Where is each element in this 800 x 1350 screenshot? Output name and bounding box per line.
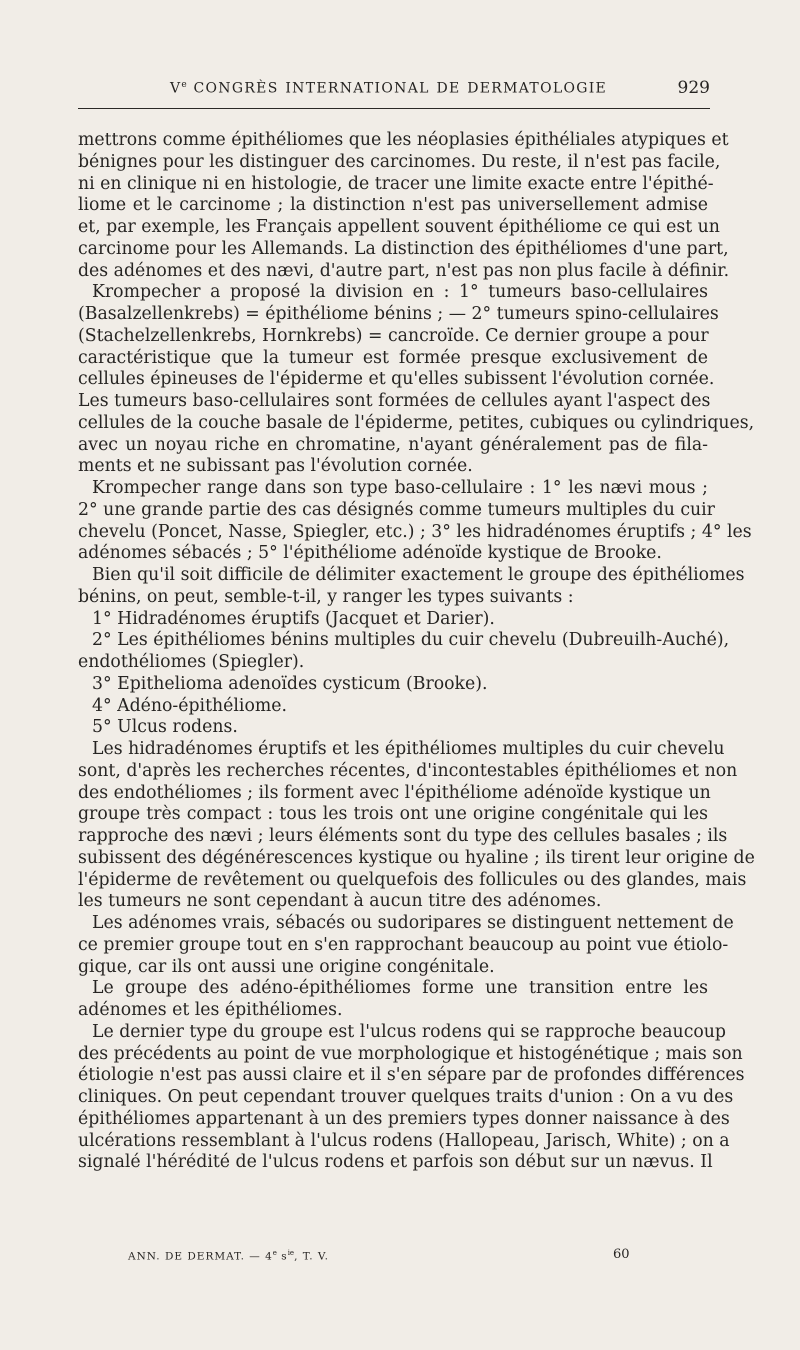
text-line: ments et ne subissant pas l'évolution cornée. [78,456,473,477]
text-line: avec un noyau riche en chromatine, n'ayant généralement pas de fila- [78,434,708,455]
list-item: 3° Epithelioma adenoïdes cysticum (Brooke). [92,673,488,694]
text-line: Krompecher range dans son type baso-cellulaire : 1° les nævi mous ; [92,478,708,498]
list-item: 2° Les épithéliomes bénins multiples du cuir chevelu (Dubreuilh-Auché), [92,630,730,651]
text-line: Le dernier type du groupe est l'ulcus rodens qui se rapproche beaucoup [92,1021,726,1042]
text-line: sont, d'après les recherches récentes, d'incontestables épithéliomes et non [78,760,738,781]
running-title-text: CONGRÈS INTERNATIONAL DE DERMATOLOGIE [193,80,608,97]
text-line: cellules de la couche basale de l'épiderme, petites, cubiques ou cylindriques, [78,412,755,433]
text-line: chevelu (Poncet, Nasse, Spiegler, etc.) ; 3° les hidradénomes éruptifs ; 4° les [78,521,752,542]
text-line: ce premier groupe tout en s'en rapprochant beaucoup au point vue étiolo- [78,934,729,955]
text-line: groupe très compact : tous les trois ont une origine congénitale qui les [78,804,708,825]
text-line: Les tumeurs baso-cellulaires sont formées de cellules ayant l'aspect des [78,391,711,411]
list-item: 5° Ulcus rodens. [92,717,238,738]
text-line: cliniques. On peut cependant trouver quelques traits d'union : On a vu des [78,1087,734,1107]
text-line: cellules épineuses de l'épiderme et qu'elles subissent l'évolution cornée. [78,369,715,390]
text-line: carcinome pour les Allemands. La distinction des épithéliomes d'une part, [78,238,729,259]
congress-ordinal-suffix: e [181,80,187,90]
text-line: gique, car ils ont aussi une origine congénitale. [78,956,495,977]
text-line: endothéliomes (Spiegler). [78,652,305,672]
text-line: (Basalzellenkrebs) = épithéliome bénins ; — 2° tumeurs spino-cellulaires [78,304,719,324]
text-line: des adénomes et des nævi, d'autre part, n'est pas non plus facile à définir. [78,260,730,281]
text-line: (Stachelzellenkrebs, Hornkrebs) = cancroïde. Ce dernier groupe a pour [78,325,709,346]
series-ordinal-suffix: e [272,1249,277,1257]
text-line: des endothéliomes ; ils forment avec l'épithéliome adénoïde kystique un [78,782,711,803]
running-title [170,80,607,97]
series-label-suffix: ie [287,1249,295,1257]
text-line: Le groupe des adéno-épithéliomes forme une transition entre les [92,978,708,999]
text-line: rapproche des nævi ; leurs éléments sont du type des cellules basales ; ils [78,826,728,846]
series-label: s [281,1250,288,1263]
text-line: mettrons comme épithéliomes que les néoplasies épithéliales atypiques et [78,130,729,150]
text-line: Les adénomes vrais, sébacés ou sudoripares se distinguent nettement de [92,913,734,933]
text-line: Bien qu'il soit difficile de délimiter exactement le groupe des épithéliomes [92,565,745,585]
text-line: liome et le carcinome ; la distinction n'est pas universellement admise [78,195,708,216]
text-line: bénins, on peut, semble-t-il, y ranger les types suivants : [78,586,574,607]
text-line: les tumeurs ne sont cependant à aucun titre des adénomes. [78,891,602,912]
text-line: bénignes pour les distinguer des carcinomes. Du reste, il n'est pas facile, [78,151,721,172]
text-line: caractéristique que la tumeur est formée presque exclusivement de [78,347,708,368]
text-line: des précédents au point de vue morphologique et histogénétique ; mais son [78,1043,743,1064]
text-line: signalé l'hérédité de l'ulcus rodens et parfois son début sur un nævus. Il [78,1152,713,1173]
text-line: Krompecher a proposé la division en : 1° tumeurs baso-cellulaires [92,282,708,303]
text-line: 2° une grande partie des cas désignés comme tumeurs multiples du cuir [78,499,715,520]
list-item: 4° Adéno-épithéliome. [92,695,287,716]
text-line: ulcérations ressemblant à l'ulcus rodens (Hallopeau, Jarisch, White) ; on a [78,1130,730,1151]
journal-citation [128,1249,329,1263]
body-text [78,130,755,1174]
text-line: subissent des dégénérescences kystique ou hyaline ; ils tirent leur origine de [78,847,755,868]
signature-number: 60 [613,1247,630,1262]
text-line: et, par exemple, les Français appellent souvent épithéliome ce qui est un [78,217,720,237]
text-line: l'épiderme de revêtement ou quelquefois des follicules ou des glandes, mais [78,869,747,890]
volume-label: , T. V. [294,1250,329,1263]
running-header [78,78,710,109]
text-line: adénomes sébacés ; 5° l'épithéliome adénoïde kystique de Brooke. [78,543,662,564]
journal-citation-text: ANN. DE DERMAT. — 4 [128,1250,273,1263]
list-item: 1° Hidradénomes éruptifs (Jacquet et Darier). [92,608,495,629]
text-line: Les hidradénomes éruptifs et les épithéliomes multiples du cuir chevelu [92,739,725,759]
text-line: étiologie n'est pas aussi claire et il s'en sépare par de profondes différences [78,1065,745,1086]
text-line: adénomes et les épithéliomes. [78,1000,343,1020]
congress-ordinal: V [170,80,182,97]
text-line: épithéliomes appartenant à un des premiers types donner naissance à des [78,1108,730,1129]
page-number: 929 [677,78,710,98]
text-line: ni en clinique ni en histologie, de tracer une limite exacte entre l'épithé- [78,173,714,194]
